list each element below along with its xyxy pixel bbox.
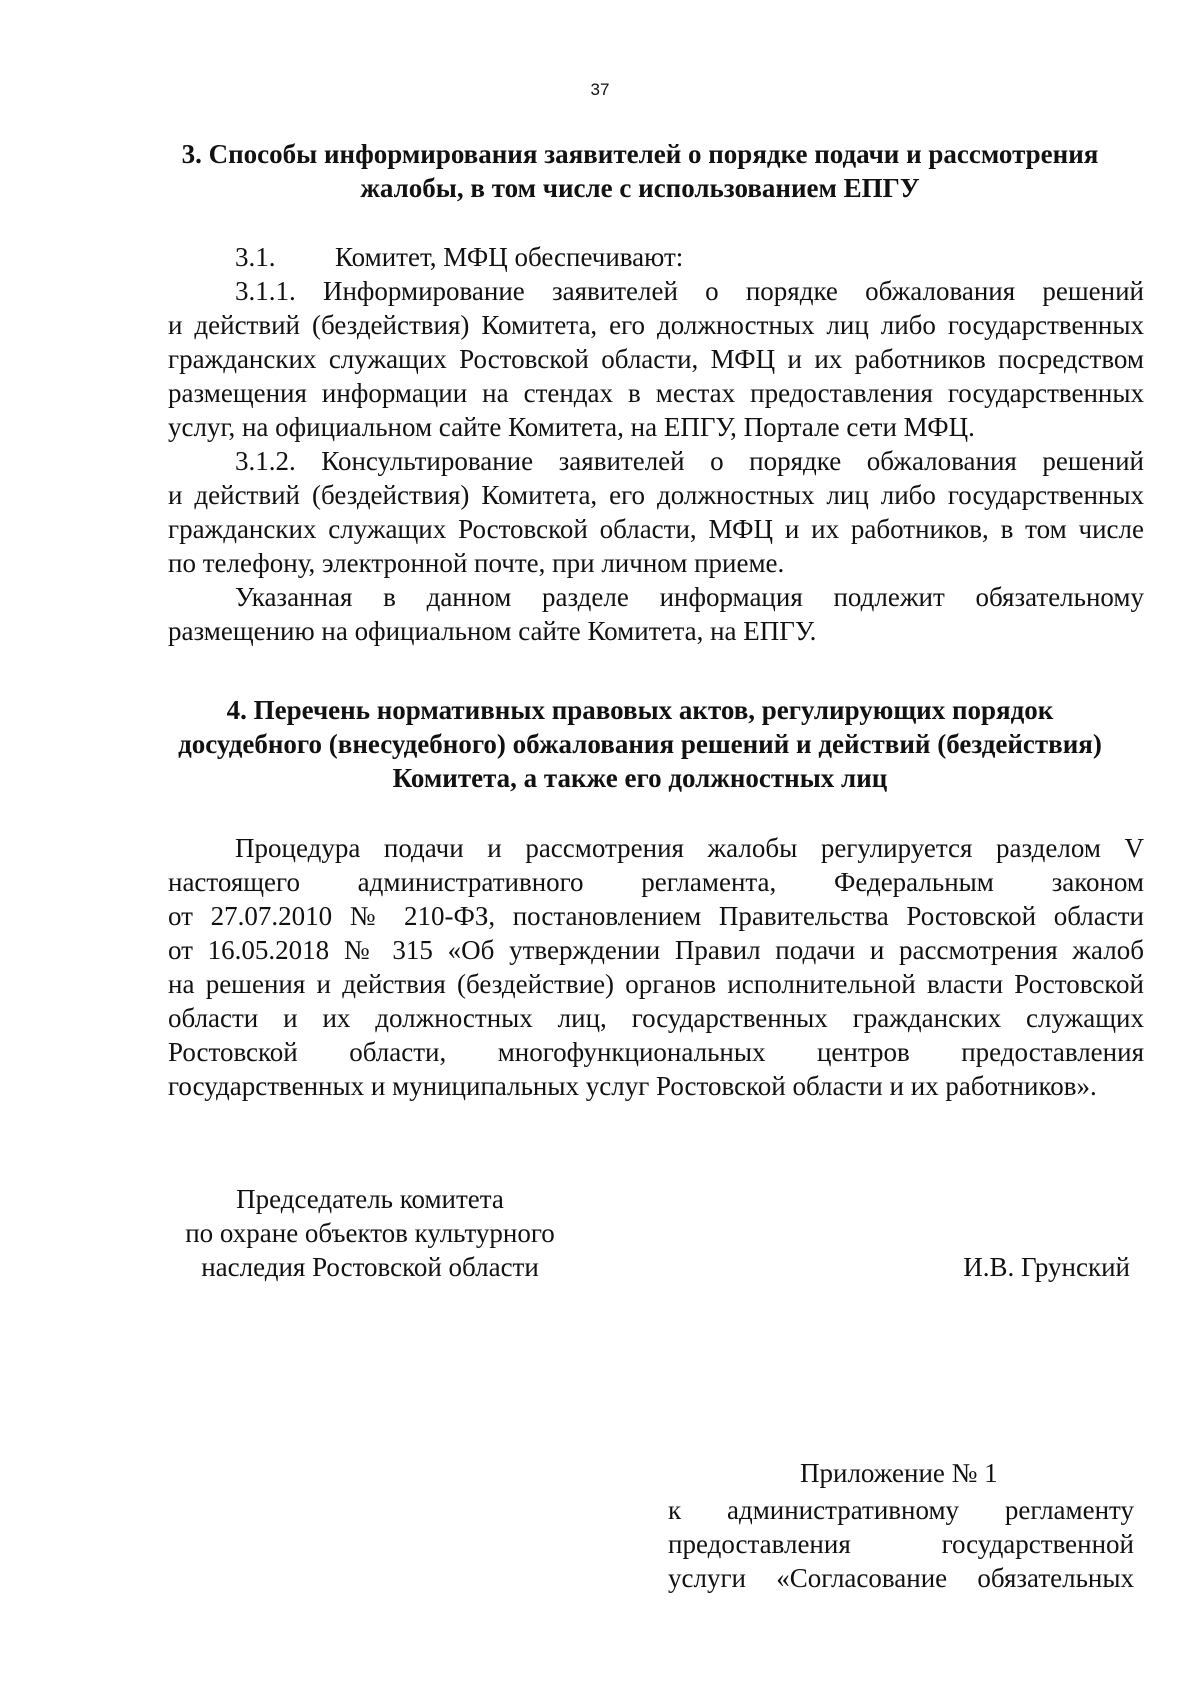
- paragraph-3-1-1-line: и действий (бездействия) Комитета, его должностных лиц либо государственных: [168, 310, 1144, 340]
- page-number: 37: [590, 80, 610, 99]
- body-line: Процедура подачи и рассмотрения жалобы регулируется разделом V: [235, 833, 1144, 863]
- body-line: области и их должностных лиц, государственных гражданских служащих: [168, 1003, 1144, 1033]
- paragraph-3-1-2-line: гражданских служащих Ростовской области, МФЦ и их работников, в том числе: [168, 514, 1144, 544]
- section-4-body: [168, 831, 1144, 1103]
- section-4-heading: [160, 693, 1120, 795]
- note-line: Указанная в данном разделе информация подлежит обязательному: [235, 582, 1144, 612]
- signatory-position-line: по охране объектов культурного: [185, 1218, 555, 1248]
- note-line: размещению на официальном сайте Комитета, на ЕПГУ.: [168, 616, 817, 646]
- signatory-position-line: наследия Ростовской области: [201, 1252, 539, 1282]
- paragraph-3-1-1-line: услуг, на официальном сайте Комитета, на ЕПГУ, Портале сети МФЦ.: [168, 412, 975, 442]
- paragraph-3-1: [168, 240, 1144, 274]
- body-line: Ростовской области, многофункциональных центров предоставления: [168, 1037, 1144, 1067]
- signatory-name: И.В. Грунский: [963, 1252, 1130, 1282]
- paragraph-number: 3.1.: [235, 242, 276, 272]
- body-line: настоящего административного регламента, Федеральным законом: [168, 867, 1144, 897]
- body-line: от 27.07.2010 № 210-ФЗ, постановлением Правительства Ростовской области: [168, 901, 1144, 931]
- heading-line: досудебного (внесудебного) обжалования решений и действий (бездействия): [178, 729, 1102, 759]
- paragraph-text: Комитет, МФЦ обеспечивают:: [335, 242, 684, 272]
- paragraph-3-1-1-line: 3.1.1. Информирование заявителей о порядке обжалования решений: [235, 276, 1144, 306]
- body-line: от 16.05.2018 № 315 «Об утверждении Правил подачи и рассмотрения жалоб: [168, 935, 1144, 965]
- appendix-line: к административному регламенту: [668, 1495, 1134, 1525]
- paragraph-3-1-1-line: размещения информации на стендах в местах предоставления государственных: [168, 378, 1144, 408]
- appendix-caption: [668, 1493, 1134, 1595]
- paragraph-3-1-2-line: по телефону, электронной почте, при личном приеме.: [168, 548, 785, 578]
- paragraph-3-1-1-line: гражданских служащих Ростовской области, МФЦ и их работников посредством: [168, 344, 1144, 374]
- paragraph-3-1-2-line: и действий (бездействия) Комитета, его должностных лиц либо государственных: [168, 480, 1144, 510]
- heading-line: 3. Способы информирования заявителей о порядке подачи и рассмотрения: [181, 139, 1099, 169]
- appendix-line: предоставления государственной: [668, 1529, 1134, 1559]
- body-line: государственных и муниципальных услуг Ростовской области и их работников».: [168, 1071, 1097, 1101]
- heading-line: 4. Перечень нормативных правовых актов, регулирующих порядок: [226, 695, 1054, 725]
- appendix-line: услуги «Согласование обязательных: [668, 1563, 1134, 1593]
- appendix-title: Приложение № 1: [800, 1458, 998, 1488]
- heading-line: жалобы, в том числе с использованием ЕПГУ: [360, 173, 920, 203]
- signatory-position-line: Председатель комитета: [236, 1184, 504, 1214]
- section-3-heading: [160, 137, 1120, 205]
- heading-line: Комитета, а также его должностных лиц: [392, 763, 888, 793]
- signatory-position: [160, 1182, 580, 1284]
- body-line: на решения и действия (бездействие) органов исполнительной власти Ростовской: [168, 969, 1144, 999]
- paragraph-3-1-2-line: 3.1.2. Консультирование заявителей о порядке обжалования решений: [235, 446, 1144, 476]
- section-3-body: [168, 240, 1144, 648]
